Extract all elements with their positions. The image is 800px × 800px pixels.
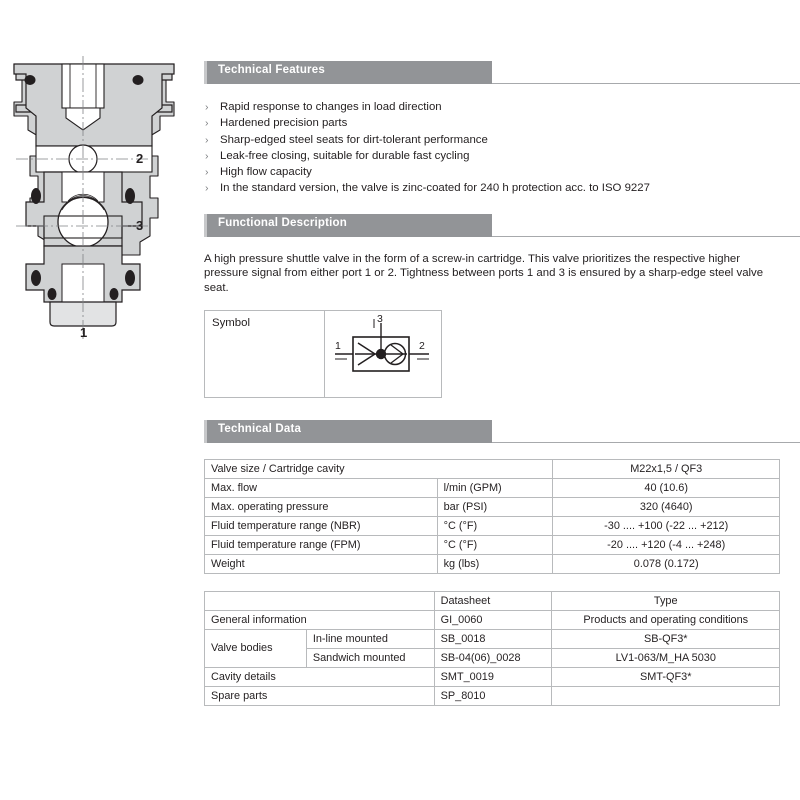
list-item (204, 115, 800, 131)
table-row (205, 610, 780, 629)
cell-name: Max. flow (205, 478, 438, 497)
section-header-technical-data (204, 420, 800, 443)
cell-unit: kg (lbs) (437, 554, 553, 573)
cell-type: Products and operating conditions (552, 610, 780, 629)
section-rule (492, 83, 800, 84)
port-label-3: 3 (136, 218, 144, 233)
header-type: Type (552, 591, 780, 610)
chevron-right-icon: › (205, 182, 209, 195)
cell-unit: l/min (GPM) (437, 478, 553, 497)
list-item-label: Rapid response to changes in load direction (220, 101, 442, 113)
functional-description-text: A high pressure shuttle valve in the form of a screw-in cartridge. This valve prioritizes the respective higher pressure signal from either port 1 or 2. Tightness between ports 1 and 3 is ensured by a sharp-edge steel valve seat. (204, 252, 764, 294)
cell-value: 0.078 (0.172) (553, 554, 780, 573)
cell-datasheet: GI_0060 (434, 610, 552, 629)
valve-cross-section-drawing (0, 50, 190, 350)
section-header-functional-description (204, 214, 800, 237)
cell-type: SB-QF3* (552, 629, 780, 648)
datasheet-reference-table (204, 591, 780, 706)
list-item-label: Hardened precision parts (220, 117, 348, 130)
chevron-right-icon: › (205, 133, 209, 146)
table-row (205, 459, 780, 478)
cell-name: Max. operating pressure (205, 497, 438, 516)
cell-datasheet: SB-04(06)_0028 (434, 648, 552, 667)
table-row (205, 516, 780, 535)
cell-value: 320 (4640) (553, 497, 780, 516)
symbol-port-label-3: 3 (377, 312, 383, 325)
list-item (204, 164, 800, 180)
list-item-label: In the standard version, the valve is zinc-coated for 240 h protection acc. to ISO 9227 (220, 182, 650, 195)
list-item-label: High flow capacity (220, 166, 312, 179)
symbol-port-label-1: 1 (335, 339, 341, 352)
cell-type (552, 686, 780, 705)
cell-sub-label: Sandwich mounted (306, 648, 434, 667)
symbol-box (204, 310, 442, 398)
cell-name: Fluid temperature range (FPM) (205, 535, 438, 554)
cell-type: SMT-QF3* (552, 667, 780, 686)
section-rule (492, 442, 800, 443)
chevron-right-icon: › (205, 149, 209, 162)
chevron-right-icon: › (205, 166, 209, 179)
cell-unit: °C (°F) (437, 516, 553, 535)
section-title-functional-description: Functional Description (218, 216, 347, 229)
cell-value: M22x1,5 / QF3 (553, 459, 780, 478)
header-blank (205, 591, 435, 610)
table-row (205, 686, 780, 705)
cell-name: Fluid temperature range (NBR) (205, 516, 438, 535)
symbol-figure-cell (325, 311, 441, 397)
cell-label: Spare parts (205, 686, 435, 705)
technical-data-table (204, 459, 780, 574)
list-item-label: Leak-free closing, suitable for durable fast cycling (220, 149, 470, 162)
cell-label: Cavity details (205, 667, 435, 686)
port-label-1: 1 (80, 325, 88, 340)
table-row (205, 629, 780, 648)
symbol-port-label-2: 2 (419, 339, 425, 352)
table-row (205, 535, 780, 554)
list-item (204, 180, 800, 196)
section-title-technical-features: Technical Features (218, 64, 325, 76)
table-row (205, 478, 780, 497)
section-rule (492, 236, 800, 237)
shuttle-valve-symbol-svg (325, 311, 441, 397)
cell-datasheet: SB_0018 (434, 629, 552, 648)
cell-value: 40 (10.6) (553, 478, 780, 497)
cell-label: Valve bodies (205, 629, 307, 667)
cell-datasheet: SP_8010 (434, 686, 552, 705)
list-item (204, 148, 800, 164)
table-header-row (205, 591, 780, 610)
cell-datasheet: SMT_0019 (434, 667, 552, 686)
section-header-technical-features (204, 61, 800, 84)
cell-name: Valve size / Cartridge cavity (205, 459, 553, 478)
chevron-right-icon: › (205, 101, 209, 113)
cell-value: -20 .... +120 (-4 ... +248) (553, 535, 780, 554)
symbol-label: Symbol (205, 311, 325, 397)
table-row (205, 667, 780, 686)
list-item-label: Sharp-edged steel seats for dirt-tolerant performance (220, 133, 488, 146)
port-label-2: 2 (136, 151, 144, 166)
technical-features-list (204, 99, 800, 197)
o-ring-seal (133, 75, 144, 85)
cell-name: Weight (205, 554, 438, 573)
cell-label: General information (205, 610, 435, 629)
list-item (204, 99, 800, 115)
cell-unit: bar (PSI) (437, 497, 553, 516)
cell-sub-label: In-line mounted (306, 629, 434, 648)
header-datasheet: Datasheet (434, 591, 552, 610)
table-row (205, 554, 780, 573)
table-row (205, 497, 780, 516)
cell-type: LV1-063/M_HA 5030 (552, 648, 780, 667)
list-item (204, 132, 800, 148)
valve-drawing-svg (0, 50, 190, 350)
chevron-right-icon: › (205, 117, 209, 130)
section-title-technical-data: Technical Data (218, 422, 302, 435)
o-ring-seal (25, 75, 36, 85)
cell-unit: °C (°F) (437, 535, 553, 554)
cell-value: -30 .... +100 (-22 ... +212) (553, 516, 780, 535)
